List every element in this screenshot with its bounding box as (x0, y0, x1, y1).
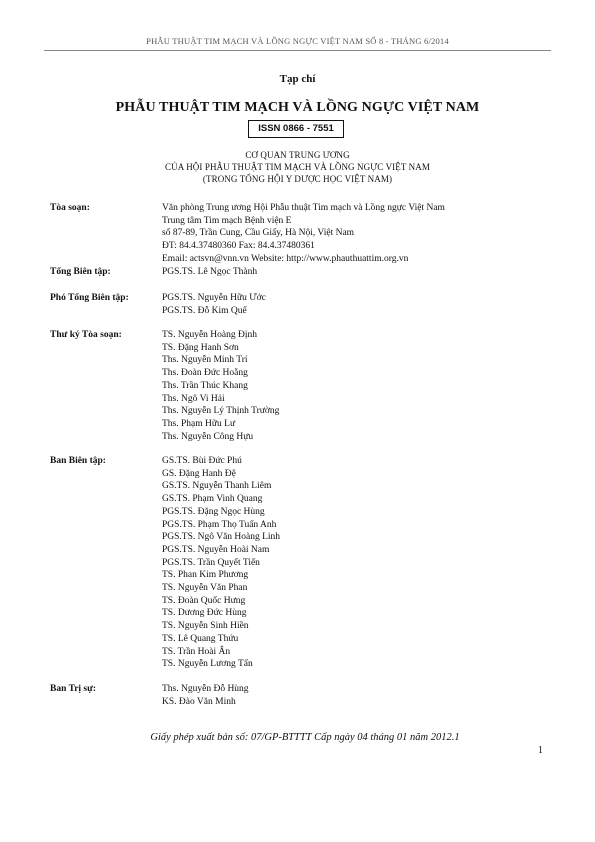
section-label: Phó Tổng Biên tập: (50, 293, 129, 303)
person-name: TS. Lê Quang Thứu (162, 633, 239, 644)
org-line-2: CỦA HỘI PHẪU THUẬT TIM MẠCH VÀ LỒNG NGỰC VIỆT NAM (165, 162, 430, 172)
person-name: Ths. Nguyễn Lý Thịnh Trường (162, 406, 280, 417)
person-name: TS. Đoàn Quốc Hưng (162, 595, 246, 606)
person-name: GS. Đặng Hanh Đệ (162, 468, 236, 479)
journal-title: PHẪU THUẬT TIM MẠCH VÀ LỒNG NGỰC VIỆT NAM (115, 100, 480, 115)
address-line: Trung tâm Tim mạch Bệnh viện E (162, 215, 292, 226)
issn-box: ISSN 0866 - 7551 (248, 120, 344, 138)
section-lines (162, 266, 552, 279)
person-name: TS. Đặng Hanh Sơn (162, 342, 239, 353)
address-line: Văn phòng Trung ương Hội Phẫu thuật Tim mạch và Lồng ngực Việt Nam (162, 203, 445, 213)
person-name: Ths. Nguyễn Minh Trí (162, 355, 248, 366)
journal-kicker: Tạp chí (279, 73, 316, 85)
person-name: Ths. Đoàn Đức Hoằng (162, 368, 248, 379)
person-name: Ths. Ngô Vi Hải (162, 393, 225, 404)
section-label: Ban Biên tập: (50, 456, 106, 466)
running-header: PHẪU THUẬT TIM MẠCH VÀ LỒNG NGỰC VIỆT NAM SỐ 8 - THÁNG 6/2014 (146, 36, 449, 46)
person-name: KS. Đào Văn Minh (162, 696, 236, 707)
publication-license: Giấy phép xuất bản số: 07/GP-BTTTT Cấp ngày 04 tháng 01 năm 2012.1 (150, 732, 460, 743)
email-website-line: Email: actsvn@vnn.vn Website: http://www.phauthuattim.org.vn (162, 253, 409, 264)
section-lines (162, 683, 552, 708)
person-name: TS. Nguyễn Lương Tấn (162, 659, 253, 670)
person-name: PGS.TS. Lê Ngọc Thành (162, 267, 258, 277)
person-name: GS.TS. Phạm Vinh Quang (162, 494, 263, 505)
person-name: GS.TS. Bùi Đức Phú (162, 456, 242, 466)
section-lines (162, 329, 552, 443)
person-name: TS. Dương Đức Hùng (162, 608, 247, 619)
person-name: Ths. Nguyễn Đỗ Hùng (162, 684, 249, 694)
person-name: PGS.TS. Phạm Thọ Tuấn Anh (162, 519, 277, 530)
person-name: PGS.TS. Đặng Ngọc Hùng (162, 506, 265, 517)
person-name: PGS.TS. Đỗ Kim Quế (162, 305, 247, 316)
person-name: Ths. Phạm Hữu Lư (162, 418, 236, 429)
section-label: Tổng Biên tập: (50, 267, 111, 277)
person-name: Ths. Trần Thúc Khang (162, 380, 248, 391)
person-name: PGS.TS. Nguyễn Hữu Ước (162, 293, 266, 303)
person-name: Ths. Nguyễn Công Hựu (162, 431, 254, 442)
person-name: TS. Phan Kim Phương (162, 570, 249, 581)
section-label: Thư ký Tòa soạn: (50, 330, 122, 340)
person-name: PGS.TS. Trần Quyết Tiến (162, 557, 260, 568)
section-lines (162, 455, 552, 671)
org-line-3: (TRONG TỔNG HỘI Y DƯỢC HỌC VIỆT NAM) (202, 174, 393, 184)
person-name: TS. Nguyễn Văn Phan (162, 583, 248, 594)
person-name: PGS.TS. Nguyễn Hoài Nam (162, 544, 270, 555)
section-lines (162, 292, 552, 317)
header-rule (44, 50, 551, 51)
page-number: 1 (538, 745, 543, 756)
person-name: TS. Nguyễn Hoàng Định (162, 330, 257, 340)
phone-fax-line: ĐT: 84.4.37480360 Fax: 84.4.37480361 (162, 241, 315, 252)
person-name: TS. Nguyễn Sinh Hiền (162, 621, 249, 632)
section-label: Ban Trị sự: (50, 684, 96, 694)
person-name: TS. Trần Hoài Ân (162, 646, 231, 657)
address-line: số 87-89, Trần Cung, Cầu Giấy, Hà Nội, Việt Nam (162, 228, 355, 239)
org-line-1: CƠ QUAN TRUNG ƯƠNG (245, 150, 350, 160)
person-name: PGS.TS. Ngô Văn Hoàng Linh (162, 532, 281, 543)
section-lines (162, 202, 552, 266)
section-label: Tòa soạn: (50, 203, 90, 213)
person-name: GS.TS. Nguyễn Thanh Liêm (162, 481, 272, 492)
